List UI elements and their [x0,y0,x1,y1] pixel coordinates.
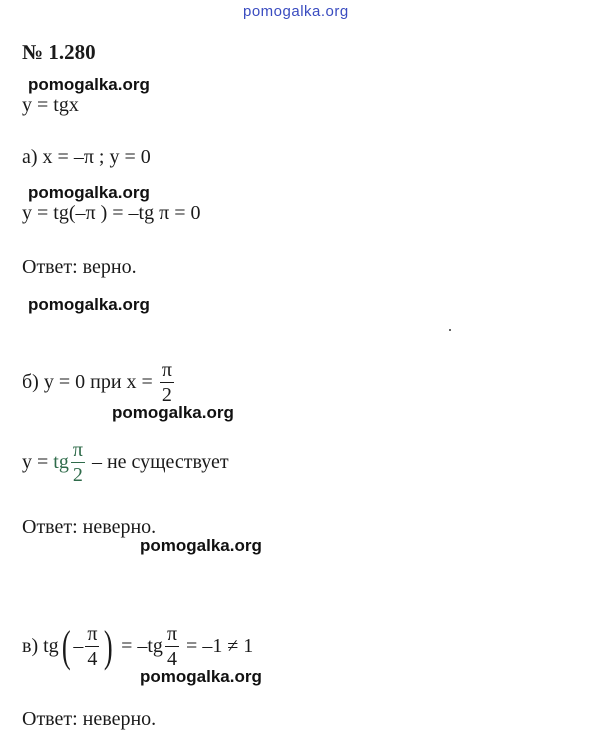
watermark-1: pomogalka.org [28,75,150,94]
watermark-5: pomogalka.org [140,536,262,555]
part-b-calculation [22,440,229,485]
part-b-answer: Ответ: неверно. [22,516,157,538]
fraction-denominator: 4 [87,648,98,670]
stray-dot [449,329,451,331]
part-a-answer: Ответ: верно. [22,256,137,278]
part-v-answer: Ответ: неверно. [22,708,157,730]
fraction-denominator: 2 [161,384,172,406]
part-v-mid: = –tg [116,635,163,657]
tg-label: tg [53,451,69,473]
watermark-3: pomogalka.org [28,295,150,314]
fraction-pi-over-2 [160,360,174,405]
part-b-condition-text: б) y = 0 при x = [22,371,158,393]
fraction-pi-over-4-second [165,624,179,669]
minus-sign: – [73,635,84,657]
watermark-4: pomogalka.org [112,403,234,422]
fraction-numerator: π [166,623,178,645]
part-v-suffix: = –1 ≠ 1 [181,635,254,657]
fraction-numerator: π [72,439,83,461]
fraction-denominator: 4 [166,648,177,670]
part-b-calc-suffix: – не существует [86,451,229,473]
part-a-calculation: y = tg(–π ) = –tg π = 0 [22,202,201,224]
tg-pi-over-2 [53,440,87,485]
fraction-numerator: π [161,359,172,381]
problem-number: № 1.280 [22,40,96,64]
right-paren: ) [104,621,114,671]
fraction-numerator: π [87,623,98,645]
watermark-6: pomogalka.org [140,667,262,686]
part-a-condition: а) x = –π ; y = 0 [22,146,151,168]
part-b-condition [22,360,176,405]
left-paren: ( [61,621,71,671]
part-v-calculation [22,621,254,671]
fraction-pi-over-2-green [71,440,85,485]
fraction-pi-over-4 [85,624,99,669]
part-b-calc-prefix: y = [22,451,54,473]
watermark-2: pomogalka.org [28,183,150,202]
part-v-prefix: в) tg [22,635,59,657]
watermark-top: pomogalka.org [243,3,349,20]
function-definition: y = tgx [22,94,79,116]
fraction-denominator: 2 [72,464,83,486]
